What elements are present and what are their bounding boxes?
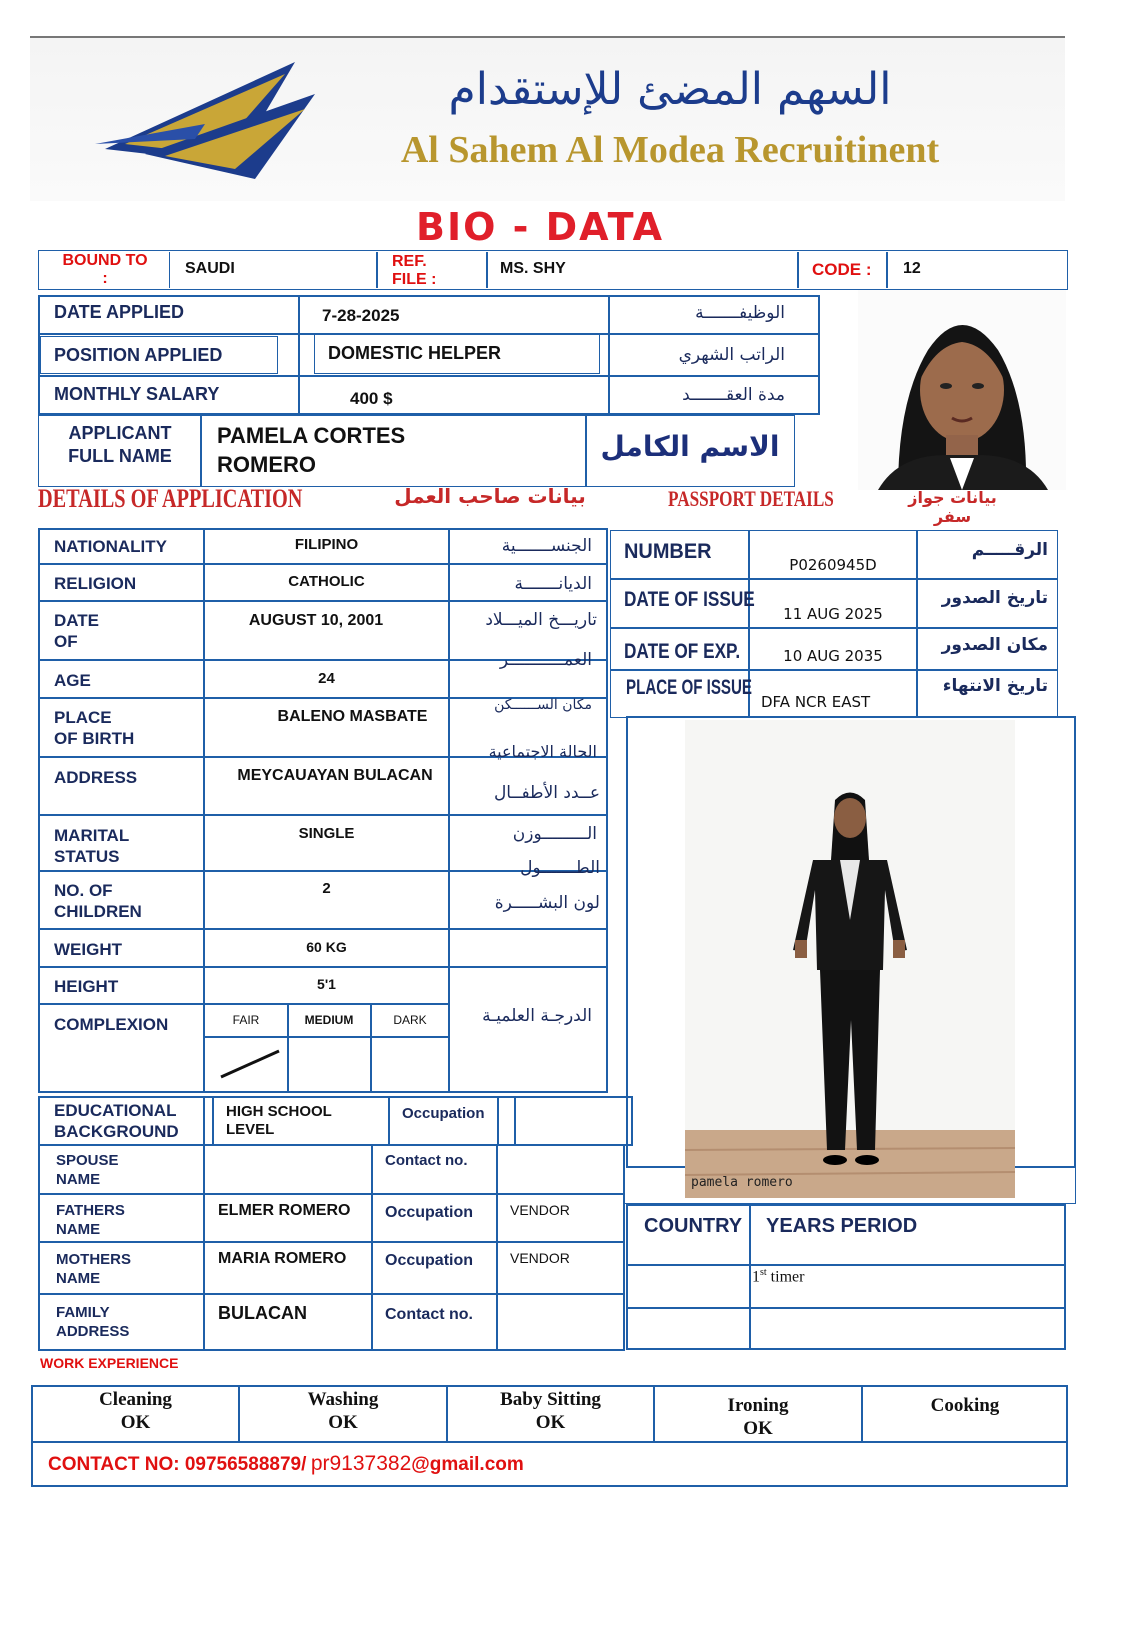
years-period-header: YEARS PERIOD — [766, 1215, 918, 1237]
place-of-issue-label: PLACE OF ISSUE — [626, 676, 753, 699]
education-value-2: LEVEL — [226, 1121, 275, 1138]
skill-cleaning-name: Cleaning — [99, 1389, 172, 1410]
skill-washing-status: OK — [328, 1412, 358, 1433]
family-col-divider-2 — [371, 1146, 373, 1351]
country-header: COUNTRY — [644, 1215, 743, 1237]
passport-number-arabic: الرقـــــم — [971, 540, 1048, 560]
full-body-image — [685, 720, 1015, 1198]
first-timer-value: 1st timer — [752, 1267, 805, 1286]
ref-file-value: MS. SHY — [500, 260, 566, 277]
skill-ironing-name: Ironing — [727, 1395, 789, 1416]
weight-label: WEIGHT — [54, 940, 122, 959]
family-address-label-1: FAMILY — [56, 1304, 110, 1321]
passport-row-line — [610, 669, 1058, 671]
nationality-arabic: الجنســـــــية — [501, 536, 592, 556]
marital-arabic: الحالة الاجتماعية — [488, 742, 597, 761]
children-value: 2 — [322, 880, 331, 897]
complexion-arabic: لون البشـــــرة — [494, 893, 600, 913]
family-row-line — [38, 1293, 625, 1295]
date-applied-arabic: الوظيفـــــــة — [695, 303, 785, 323]
work-experience-title: WORK EXPERIENCE — [40, 1355, 179, 1371]
ref-file-divider — [376, 252, 378, 288]
details-row-line — [38, 563, 608, 565]
date-of-issue-value: 11 AUG 2025 — [783, 605, 883, 623]
education-value-1: HIGH SCHOOL — [226, 1103, 332, 1120]
family-col-divider-3 — [496, 1146, 498, 1351]
code-label: CODE : — [812, 260, 872, 279]
height-value: 5'1 — [317, 976, 336, 992]
skill-baby-sitting — [448, 1388, 653, 1434]
date-of-birth-label: DATE OF — [54, 611, 100, 651]
passport-details-heading: PASSPORT DETAILS — [668, 486, 834, 511]
age-arabic: العمـــــــــــر — [499, 650, 592, 670]
religion-arabic: الديانـــــــة — [514, 574, 592, 594]
applicant-name-1: PAMELA CORTES — [217, 423, 406, 448]
portrait-image — [858, 290, 1066, 490]
family-row-line — [38, 1241, 625, 1243]
job-col-divider-2 — [608, 295, 610, 415]
monthly-salary-arabic: مدة العقـــــــد — [682, 385, 785, 405]
applicant-label-1: APPLICANT — [68, 423, 172, 443]
fathers-occupation-value: VENDOR — [510, 1202, 570, 1218]
education-col-divider-3 — [497, 1096, 499, 1146]
place-of-birth-value: BALENO MASBATE — [277, 708, 428, 725]
applicant-label-2: FULL NAME — [68, 446, 172, 466]
education-col-divider-4 — [514, 1096, 516, 1146]
details-col-divider-2 — [448, 528, 450, 1093]
document-title: BIO - DATA — [415, 205, 665, 249]
bound-to-label: BOUND TO : — [40, 252, 170, 288]
weight-value: 60 KG — [306, 939, 347, 955]
address-label: ADDRESS — [54, 768, 138, 787]
skill-ironing — [655, 1394, 861, 1440]
details-row-line — [38, 966, 608, 968]
date-of-issue-label: DATE OF ISSUE — [624, 588, 755, 611]
applicant-name-arabic: الاسم الكامل — [600, 430, 780, 463]
contact-line — [48, 1452, 524, 1476]
family-col-divider-1 — [203, 1146, 205, 1351]
spouse-label-2: NAME — [56, 1171, 101, 1188]
religion-label: RELIGION — [54, 574, 137, 593]
header-banner — [30, 36, 1065, 201]
date-of-exp-value: 10 AUG 2035 — [783, 647, 883, 665]
position-applied-label: POSITION APPLIED — [54, 345, 223, 365]
passport-number-label: NUMBER — [624, 540, 712, 563]
date-of-exp-arabic: مكان الصدور — [941, 635, 1048, 655]
monthly-salary-value: 400 $ — [350, 389, 393, 408]
country-col-divider — [749, 1204, 751, 1350]
nationality-value: FILIPINO — [294, 536, 359, 553]
country-header-strip — [624, 1168, 1076, 1204]
height-arabic: الطـــــــول — [520, 858, 600, 878]
spouse-contact-label: Contact no. — [385, 1152, 468, 1169]
photo-caption: pamela romero — [691, 1175, 793, 1190]
family-table — [38, 1146, 625, 1351]
family-address-label-2: ADDRESS — [56, 1323, 130, 1340]
fathers-occupation-label: Occupation — [385, 1204, 474, 1221]
contact-email-user: pr9137382 — [310, 1452, 412, 1475]
date-of-birth-arabic: تاريـــخ الميـــلاد — [485, 610, 597, 630]
place-of-birth-label: PLACE OF BIRTH — [54, 708, 135, 748]
details-row-line — [38, 928, 608, 930]
code-divider-2 — [886, 252, 888, 288]
passport-row-line — [610, 578, 1058, 580]
monthly-salary-label: MONTHLY SALARY — [54, 384, 220, 404]
header-top-rule — [30, 36, 1065, 38]
nationality-label: NATIONALITY — [54, 537, 168, 556]
applicant-portrait — [858, 290, 1066, 490]
skill-cooking — [863, 1394, 1067, 1417]
complexion-dark: DARK — [393, 1013, 427, 1027]
code-divider — [797, 252, 799, 288]
education-col-divider-2 — [388, 1096, 390, 1146]
address-value: MEYCAUAYAN BULACAN — [237, 767, 433, 784]
skill-cooking-name: Cooking — [930, 1395, 1000, 1416]
mothers-label-1: MOTHERS — [56, 1251, 131, 1268]
complexion-label: COMPLEXION — [54, 1015, 169, 1034]
weight-arabic: الـــــــــوزن — [512, 824, 597, 844]
ref-file-divider-2 — [486, 252, 488, 288]
country-row-line — [626, 1307, 1066, 1309]
contact-email-domain: @gmail.com — [411, 1454, 524, 1475]
age-label: AGE — [54, 671, 91, 690]
spouse-label-1: SPOUSE — [56, 1152, 119, 1169]
place-of-issue-value: DFA NCR EAST — [761, 693, 871, 711]
education-occupation-label: Occupation — [402, 1105, 485, 1122]
bound-to-value: SAUDI — [185, 260, 235, 277]
employer-details-arabic: بيانات صاحب العمل — [394, 484, 586, 508]
date-of-birth-value: AUGUST 10, 2001 — [248, 612, 384, 629]
skill-cleaning-status: OK — [120, 1412, 151, 1433]
date-applied-label: DATE APPLIED — [54, 302, 185, 322]
date-applied-value: 7-28-2025 — [322, 306, 400, 325]
skill-washing-name: Washing — [307, 1389, 379, 1410]
position-applied-arabic: الراتب الشهري — [678, 345, 785, 365]
company-name-english: Al Sahem Al Modea Recruitinent — [400, 129, 940, 171]
education-col-divider-1 — [203, 1096, 205, 1146]
applicant-col-divider-2 — [585, 415, 587, 487]
passport-number-value: P0260945D — [789, 556, 877, 574]
details-row-line — [38, 814, 608, 816]
details-of-application-heading: DETAILS OF APPLICATION — [38, 484, 303, 513]
complexion-fair: FAIR — [232, 1013, 260, 1027]
height-label: HEIGHT — [54, 977, 119, 996]
work-row-divider — [31, 1441, 1068, 1443]
skill-ironing-status: OK — [743, 1418, 773, 1439]
skill-baby-sitting-status: OK — [535, 1412, 566, 1433]
education-arabic: الدرجـة العلميـة — [482, 1006, 592, 1026]
complexion-fair-checkmark — [215, 1045, 285, 1081]
mothers-label-2: NAME — [56, 1270, 101, 1287]
details-row-line — [38, 1003, 450, 1005]
family-row-line — [38, 1193, 625, 1195]
applicant-col-divider-1 — [200, 415, 202, 487]
religion-value: CATHOLIC — [288, 573, 365, 590]
residence-arabic: مكان الســــــكن — [494, 697, 592, 713]
children-label: NO. OF CHILDREN — [54, 881, 142, 921]
details-row-line — [38, 600, 608, 602]
job-col-divider-1 — [298, 295, 300, 415]
place-of-issue-arabic: تاريخ الانتهاء — [942, 676, 1048, 696]
mothers-occupation-value: VENDOR — [510, 1250, 570, 1266]
family-address-value: BULACAN — [218, 1303, 307, 1323]
marital-status-value: SINGLE — [298, 825, 355, 842]
age-value: 24 — [318, 670, 335, 687]
fathers-name: ELMER ROMERO — [218, 1202, 351, 1219]
code-value: 12 — [903, 260, 921, 277]
education-label-1: EDUCATIONAL — [54, 1101, 177, 1120]
country-row-line — [626, 1264, 1066, 1266]
skill-washing — [240, 1388, 446, 1434]
fathers-label-1: FATHERS — [56, 1202, 125, 1219]
education-col-divider-1b — [212, 1096, 214, 1146]
position-applied-value: DOMESTIC HELPER — [328, 343, 502, 363]
fathers-label-2: NAME — [56, 1221, 101, 1238]
company-name-arabic: السهم المضئ للإستقدام — [448, 64, 892, 115]
complexion-divider-h — [203, 1036, 450, 1038]
ref-file-label: REF. FILE : — [392, 253, 437, 288]
marital-status-label: MARITAL STATUS — [54, 826, 130, 866]
education-label-2: BACKGROUND — [54, 1122, 179, 1141]
company-logo — [85, 54, 325, 194]
complexion-medium: MEDIUM — [304, 1013, 354, 1027]
mothers-occupation-label: Occupation — [385, 1252, 474, 1269]
skill-cleaning — [33, 1388, 238, 1434]
job-row-divider-2 — [38, 375, 820, 377]
date-of-exp-label: DATE OF EXP. — [624, 640, 741, 663]
family-address-contact-label: Contact no. — [385, 1306, 473, 1323]
children-arabic: عــدد الأطفــال — [493, 783, 600, 803]
mothers-name: MARIA ROMERO — [218, 1250, 347, 1267]
full-body-photo — [685, 720, 1015, 1198]
date-of-issue-arabic: تاريخ الصدور — [941, 588, 1048, 608]
skill-baby-sitting-name: Baby Sitting — [500, 1389, 601, 1410]
contact-number: CONTACT NO: 09756588879/ — [48, 1454, 307, 1475]
applicant-name-2: ROMERO — [217, 452, 316, 477]
passport-details-arabic: بيانات جواز سفر — [908, 488, 997, 526]
passport-row-line — [610, 627, 1058, 629]
